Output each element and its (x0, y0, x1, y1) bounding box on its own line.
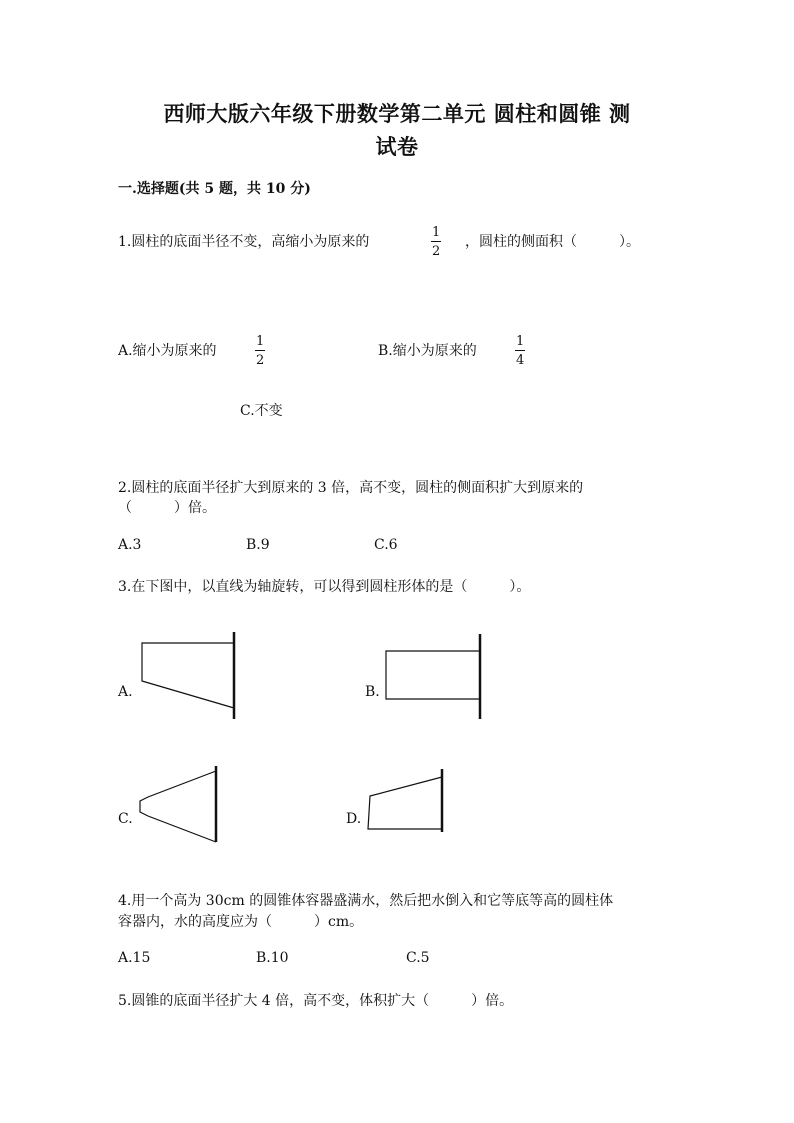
question-1-text: 1.圆柱的底面半径不变，高缩小为原来的 (118, 234, 370, 250)
question-1-fraction (430, 226, 442, 258)
question-3-text: 3.在下图中，以直线为轴旋转，可以得到圆柱形体的是（ ）。 (118, 579, 531, 595)
question-2-text-continued: （ ）倍。 (118, 500, 216, 516)
fraction-numerator: 1 (256, 334, 265, 349)
fraction-denominator: 2 (256, 353, 265, 368)
figure-b-rectangle (375, 630, 490, 725)
question-2-option-c: C.6 (374, 537, 398, 553)
figure-a-shape (142, 643, 234, 708)
figure-c-shape (140, 771, 216, 842)
figure-d-shape (368, 777, 442, 829)
question-3-option-a-label: A. (118, 684, 133, 700)
question-5-text: 5.圆锥的底面半径扩大 4 倍，高不变，体积扩大（ ）倍。 (118, 993, 514, 1009)
figure-a-trapezoid (130, 628, 245, 723)
question-2-option-b: B.9 (246, 537, 270, 553)
figure-b-shape (386, 651, 480, 699)
question-1-text-end: ，圆柱的侧面积（ ）。 (465, 234, 640, 250)
question-3-option-b-label: B. (365, 684, 380, 700)
fraction-numerator: 1 (516, 334, 525, 349)
option-a-fraction (254, 335, 266, 367)
question-4-text-continued: 容器内，水的高度应为（ ）cm。 (118, 914, 364, 930)
figure-d-trapezoid (360, 765, 455, 835)
fraction-numerator: 1 (432, 225, 441, 240)
question-1-option-c: C.不变 (240, 403, 283, 419)
page-title: 西师大版六年级下册数学第二单元 圆柱和圆锥 测 (163, 101, 631, 126)
question-1-option-a: A.缩小为原来的 (118, 343, 217, 359)
figure-c-trapezoid (130, 762, 230, 847)
page-title-continued: 试卷 (375, 134, 419, 159)
option-b-fraction (514, 335, 526, 367)
question-1-option-b: B.缩小为原来的 (378, 343, 477, 359)
question-2-text: 2.圆柱的底面半径扩大到原来的 3 倍，高不变，圆柱的侧面积扩大到原来的 (118, 480, 584, 496)
question-4-option-a: A.15 (118, 950, 151, 966)
question-4-option-c: C.5 (406, 950, 430, 966)
question-3-option-d-label: D. (346, 811, 362, 827)
question-4-text: 4.用一个高为 30cm 的圆锥体容器盛满水，然后把水倒入和它等底等高的圆柱体 (118, 893, 614, 909)
question-3-option-c-label: C. (118, 811, 133, 827)
question-4-option-b: B.10 (256, 950, 289, 966)
fraction-denominator: 2 (432, 244, 441, 259)
question-2-option-a: A.3 (118, 537, 142, 553)
fraction-denominator: 4 (516, 353, 525, 368)
section-heading: 一.选择题(共 5 题，共 10 分) (118, 181, 311, 197)
